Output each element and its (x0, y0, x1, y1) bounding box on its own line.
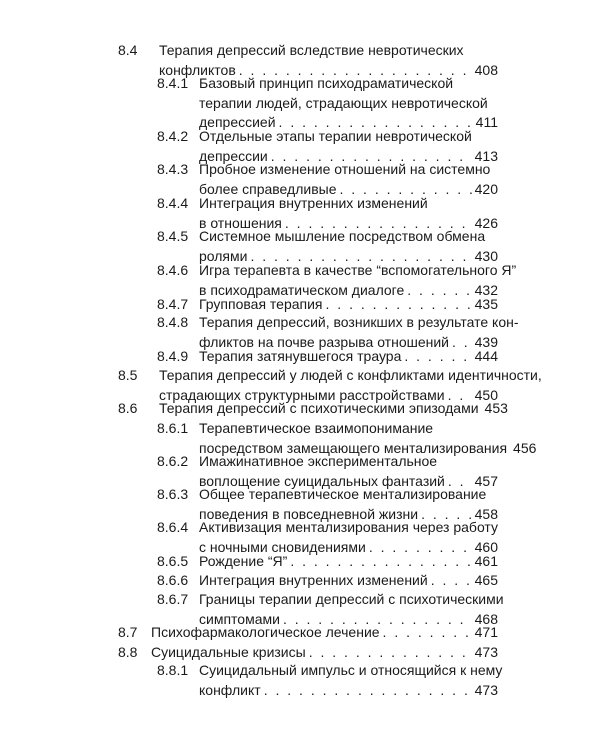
toc-entry-title-line: Терапия депрессий, возникших в результате кон- (199, 314, 519, 330)
toc-page-number: 444 (474, 348, 498, 364)
toc-page-number: 426 (474, 214, 498, 231)
toc-entry-title-line: ролями (199, 247, 248, 264)
toc-entry-title-line: Терапия затянувшегося траура (199, 348, 402, 364)
toc-entry-number: 8.4.9 (157, 348, 189, 364)
toc-entry-number: 8.4.1 (157, 75, 189, 91)
toc-entry-number: 8.4.5 (157, 228, 189, 244)
toc-entry-title (199, 572, 498, 592)
toc-page-number: 458 (474, 505, 498, 522)
toc-entry-number: 8.4.8 (157, 314, 189, 330)
toc-page-number: 420 (474, 180, 498, 197)
toc-entry-title-line: Активизация ментализирования через работу (199, 519, 498, 535)
toc-entry-title-line: Имажинативное экспериментальное (199, 453, 438, 469)
toc-entry-number: 8.6.3 (157, 486, 189, 502)
toc-entry-title-line: в отношения (199, 214, 282, 231)
toc-entry-title-line: Суицидальные кризисы (151, 644, 306, 660)
toc-page-number: 411 (475, 114, 498, 130)
toc-entry-title-line: Границы терапии депрессий с психотическими (199, 591, 504, 607)
dot-leader (404, 348, 471, 365)
toc-page-number: 457 (474, 472, 498, 489)
toc-entry-title-line: Суицидальный импульс и относящийся к нему (199, 662, 503, 678)
toc-entry-title-line: депрессией (199, 114, 276, 130)
toc-entry-title-line: с ночными сновидениями (199, 538, 366, 555)
toc-entry-title-line: Системное мышление посредством обмена (199, 228, 486, 244)
toc-entry-number: 8.6 (118, 400, 138, 416)
toc-entry-number: 8.4.7 (157, 296, 189, 312)
toc-entry-title-line: Общее терапевтическое ментализирование (199, 486, 487, 502)
toc-entry-title-line: Интеграция внутренних изменений (199, 195, 428, 211)
toc-page-number: 430 (474, 247, 498, 264)
toc-entry-title-line: Психофармакологическое лечение (151, 624, 380, 640)
toc-entry-number: 8.4.2 (157, 128, 189, 144)
toc-page-number: 408 (474, 61, 498, 78)
toc-entry-number: 8.6.4 (157, 519, 189, 535)
toc-entry-title-line: Терапия депрессий с психотическими эпизодами (159, 400, 479, 416)
toc-page-number: 465 (474, 572, 498, 588)
toc-entry-title-line: конфликт (199, 681, 261, 698)
dot-leader (383, 624, 472, 641)
toc-page-number: 473 (474, 681, 498, 698)
toc-page-number: 435 (474, 296, 498, 312)
toc-entry-title-line: Терапия депрессий у людей с конфликтами идентичности, (159, 367, 542, 383)
toc-entry-title (199, 553, 498, 573)
toc-entry-title-line: Интеграция внутренних изменений (199, 572, 428, 588)
toc-entry-title-line: фликтов на почве разрыва отношений (199, 333, 450, 350)
toc-page-number: 450 (474, 386, 498, 403)
toc-entry-title (151, 644, 498, 664)
dot-leader (309, 644, 472, 661)
toc-page-number: 473 (474, 644, 498, 660)
toc-entry-number: 8.4 (118, 42, 138, 58)
toc-entry-number: 8.4.6 (157, 262, 189, 278)
toc-entry-number: 8.6.5 (157, 553, 189, 569)
toc-entry-title (199, 348, 498, 368)
toc-page-number: 439 (474, 333, 498, 350)
toc-page-number: 432 (474, 281, 498, 298)
toc-entry-number: 8.6.1 (157, 420, 189, 436)
toc-entry-title-line: более справедливые (199, 180, 337, 197)
toc-entry-number: 8.8 (118, 644, 138, 660)
dot-leader (326, 296, 472, 313)
dot-leader (431, 572, 472, 589)
toc-page-number: 461 (474, 553, 498, 569)
toc-entry-title-line: Отдельные этапы терапии невротической (199, 128, 472, 144)
toc-entry-title-line: в психодраматическом диалоге (199, 281, 405, 298)
toc-entry-number: 8.6.2 (157, 453, 189, 469)
toc-entry-title-line: посредством замещающего ментализирования (199, 439, 508, 456)
toc-entry-title (159, 400, 508, 420)
toc-entry-title-line: конфликтов (159, 61, 236, 78)
toc-entry-title-line: поведения в повседневной жизни (199, 505, 419, 522)
toc-entry-title-line: Базовый принцип психодраматической (199, 75, 454, 91)
toc-page-number: 456 (513, 439, 537, 456)
toc-page-number: 453 (484, 400, 508, 416)
toc-page-number: 413 (474, 147, 498, 164)
toc-entry-title (199, 296, 498, 316)
toc-entry-title-line: Пробное изменение отношений на системно (199, 161, 491, 177)
toc-entry-title (199, 662, 503, 701)
toc-entry-title (199, 75, 498, 134)
toc-entry-number: 8.8.1 (157, 662, 189, 678)
toc-entry-title-line: Игра терапевта в качестве “вспомогательного Я” (199, 262, 517, 278)
toc-entry-title-line: депрессии (199, 147, 268, 164)
toc-page-number: 460 (474, 538, 498, 555)
toc-entry-number: 8.4.3 (157, 161, 189, 177)
toc-entry-title (151, 624, 498, 644)
toc-entry-number: 8.4.4 (157, 195, 189, 211)
toc-page-number: 468 (474, 610, 498, 627)
toc-entry-number: 8.6.6 (157, 572, 189, 588)
toc-entry-title-line: Групповая терапия (199, 296, 323, 312)
toc-page-number: 471 (474, 624, 498, 640)
toc-entry-number: 8.5 (118, 367, 138, 383)
toc-entry-number: 8.7 (118, 624, 138, 640)
toc-entry-title-line: воплощение суицидальных фантазий (199, 472, 445, 489)
toc-entry-title-line: симптомами (199, 610, 280, 627)
toc-entry-title-line: Рождение “Я” (199, 553, 288, 569)
dot-leader (264, 682, 472, 699)
toc-entry-title-line: страдающих структурными расстройствами (159, 386, 445, 403)
toc-entry-title-line: терапии людей, страдающих невротической (199, 94, 488, 111)
dot-leader (290, 553, 471, 570)
toc-entry-number: 8.6.7 (157, 591, 189, 607)
toc-entry-title-line: Терапия депрессий вследствие невротических (159, 42, 464, 58)
toc-entry-title-line: Терапевтическое взаимопонимание (199, 420, 434, 436)
